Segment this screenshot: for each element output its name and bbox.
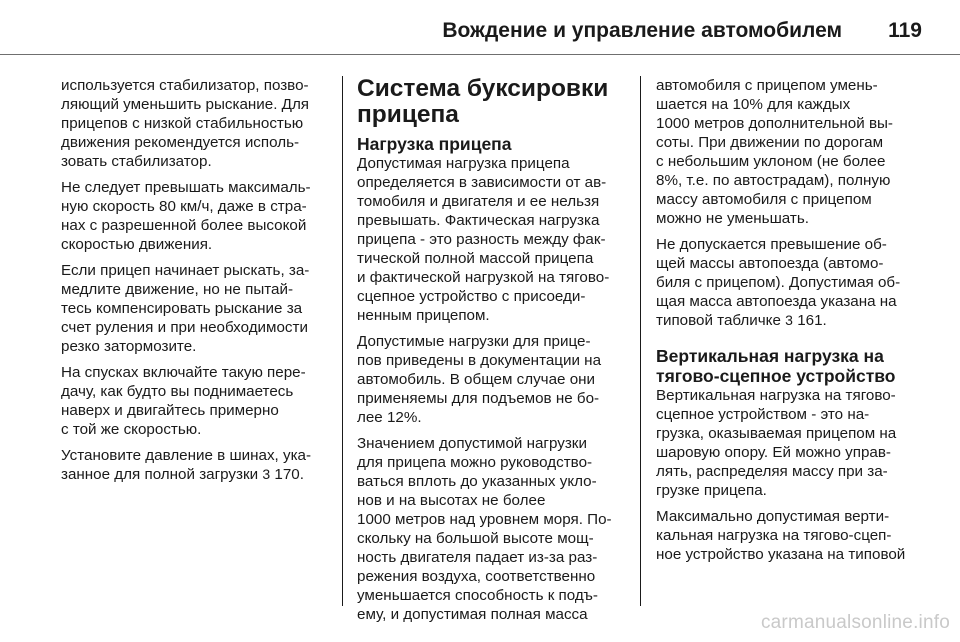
text-line: уменьшается способность к подъ- [357, 587, 598, 604]
text-line: лять, распределяя массу при за- [656, 463, 888, 480]
paragraph-max-speed [61, 178, 327, 254]
text-line: можно не уменьшать. [656, 210, 809, 227]
column-divider-right [640, 76, 641, 606]
text-line [61, 465, 327, 484]
text-line: ную скорость 80 км/ч, даже в стра- [61, 198, 307, 215]
heading-line: прицепа [357, 101, 459, 128]
text-line: соты. При движении по дорогам [656, 134, 884, 151]
text-line: 1000 метров дополнительной вы- [656, 115, 893, 132]
text-line: ляющий уменьшить рыскание. Для [61, 96, 310, 113]
text-line: На спусках включайте такую пере- [61, 364, 306, 381]
text-line: скоростью движения. [61, 236, 213, 253]
text-line: автомобиль. В общем случае они [357, 371, 596, 388]
text-line: применяемы для подъемов не бо- [357, 390, 600, 407]
column-middle [357, 76, 626, 631]
text-line: кальная нагрузка на тягово-сцеп- [656, 527, 892, 544]
column-left [61, 76, 327, 491]
text-line: дачу, как будто вы поднимаетесь [61, 383, 294, 400]
text-line: биля с прицепом). Допустимая об- [656, 274, 901, 291]
text-line: тической полной массой прицепа [357, 250, 594, 267]
text-line: Значением допустимой нагрузки [357, 435, 587, 452]
paragraph-tire-pressure [61, 446, 327, 484]
paragraph-sway [61, 261, 327, 356]
text-line: сцепное устройство с присоеди- [357, 288, 586, 305]
text-line: ное устройство указана на типовой [656, 546, 906, 563]
header-rule [0, 54, 960, 55]
column-right [656, 76, 924, 571]
text-line: массу автомобиля с прицепом [656, 191, 872, 208]
heading-line: тягово-сцепное устройство [656, 366, 896, 386]
text-line: режения воздуха, соответственно [357, 568, 596, 585]
subsection-heading-trailer-load: Нагрузка прицепа [357, 134, 512, 154]
text-line: прицепа - это разность между фак- [357, 231, 606, 248]
text-line: лее 12%. [357, 409, 422, 426]
paragraph-descent [61, 363, 327, 439]
text-line: автомобиля с прицепом умень- [656, 77, 878, 94]
text-line: шаровую опору. Ей можно управ- [656, 444, 891, 461]
text-line: грузке прицепа. [656, 482, 767, 499]
heading-line: Система буксировки [357, 75, 609, 102]
heading-line: Вертикальная нагрузка на [656, 346, 884, 366]
text-line: нах с разрешенной более высокой [61, 217, 307, 234]
text-line: ненным прицепом. [357, 307, 490, 324]
text-line: медлите движение, но не пытай- [61, 281, 294, 298]
text-line: и фактической нагрузкой на тягово- [357, 269, 610, 286]
text-line: ваться вплоть до указанных укло- [357, 473, 597, 490]
page-reference[interactable]: 161. [797, 312, 827, 329]
text-line: зовать стабилизатор. [61, 153, 212, 170]
header-title: Вождение и управление автомобилем [442, 19, 842, 42]
text-line: щей массы автопоезда (автомо- [656, 255, 884, 272]
page-reference-icon: 3 [262, 466, 271, 482]
text-line: Допустимая нагрузка прицепа [357, 155, 570, 172]
text-line: скольку на большой высоте мощ- [357, 530, 594, 547]
text-line: счет руления и при необходимости [61, 319, 308, 336]
text-line: пов приведены в документации на [357, 352, 602, 369]
text-fragment: типовой табличке [656, 312, 781, 329]
text-line: превышать. Фактическая нагрузка [357, 212, 600, 229]
text-line: Установите давление в шинах, ука- [61, 447, 312, 464]
watermark: carmanualsonline.info [760, 612, 950, 633]
text-line: определяется в зависимости от ав- [357, 174, 607, 191]
text-line: прицепов с низкой стабильностью [61, 115, 304, 132]
paragraph-max-vertical-load [656, 507, 924, 564]
text-line: Если прицеп начинает рыскать, за- [61, 262, 310, 279]
page-reference-icon: 3 [785, 312, 793, 328]
text-line: используется стабилизатор, позво- [61, 77, 309, 94]
text-line: для прицепа можно руководство- [357, 454, 593, 471]
text-line: Максимально допустимая верти- [656, 508, 890, 525]
text-line: с той же скоростью. [61, 421, 202, 438]
paragraph-altitude [357, 434, 626, 624]
paragraph-mass-reduction [656, 76, 924, 228]
section-heading [357, 76, 626, 128]
text-line: ность двигателя падает из-за раз- [357, 549, 598, 566]
text-line: томобиля и двигателя и ее нельзя [357, 193, 600, 210]
text-line: нов и на высотах не более [357, 492, 546, 509]
text-line: резко затормозите. [61, 338, 197, 355]
page-reference[interactable]: 170. [274, 466, 304, 483]
text-line: 8%, т.е. по автострадам), полную [656, 172, 891, 189]
text-line: 1000 метров над уровнем моря. По- [357, 511, 612, 528]
text-line: движения рекомендуется исполь- [61, 134, 300, 151]
text-line: шается на 10% для каждых [656, 96, 851, 113]
text-line: грузка, оказываемая прицепом на [656, 425, 897, 442]
text-line: наверх и двигайтесь примерно [61, 402, 279, 419]
paragraph-stabilizer [61, 76, 327, 171]
text-line: сцепное устройством - это на- [656, 406, 870, 423]
page-header [0, 0, 960, 54]
paragraph-vertical-load [656, 386, 924, 500]
text-line: щая масса автопоезда указана на [656, 293, 897, 310]
text-line: тесь компенсировать рыскание за [61, 300, 303, 317]
text-line: ему, и допустимая полная масса [357, 606, 588, 623]
text-fragment: занное для полной загрузки [61, 466, 259, 483]
paragraph-allowed-loads [357, 332, 626, 427]
paragraph-total-mass [656, 235, 924, 330]
text-line: Допустимые нагрузки для прице- [357, 333, 591, 350]
page-number: 119 [888, 19, 922, 42]
text-line [656, 311, 924, 330]
text-line: Не допускается превышение об- [656, 236, 887, 253]
text-line: Вертикальная нагрузка на тягово- [656, 387, 896, 404]
text-line: Не следует превышать максималь- [61, 179, 311, 196]
paragraph-trailer-load [357, 154, 626, 325]
column-divider-left [342, 76, 343, 606]
text-line: с небольшим уклоном (не более [656, 153, 886, 170]
subsection-heading-vertical-load [656, 346, 924, 386]
